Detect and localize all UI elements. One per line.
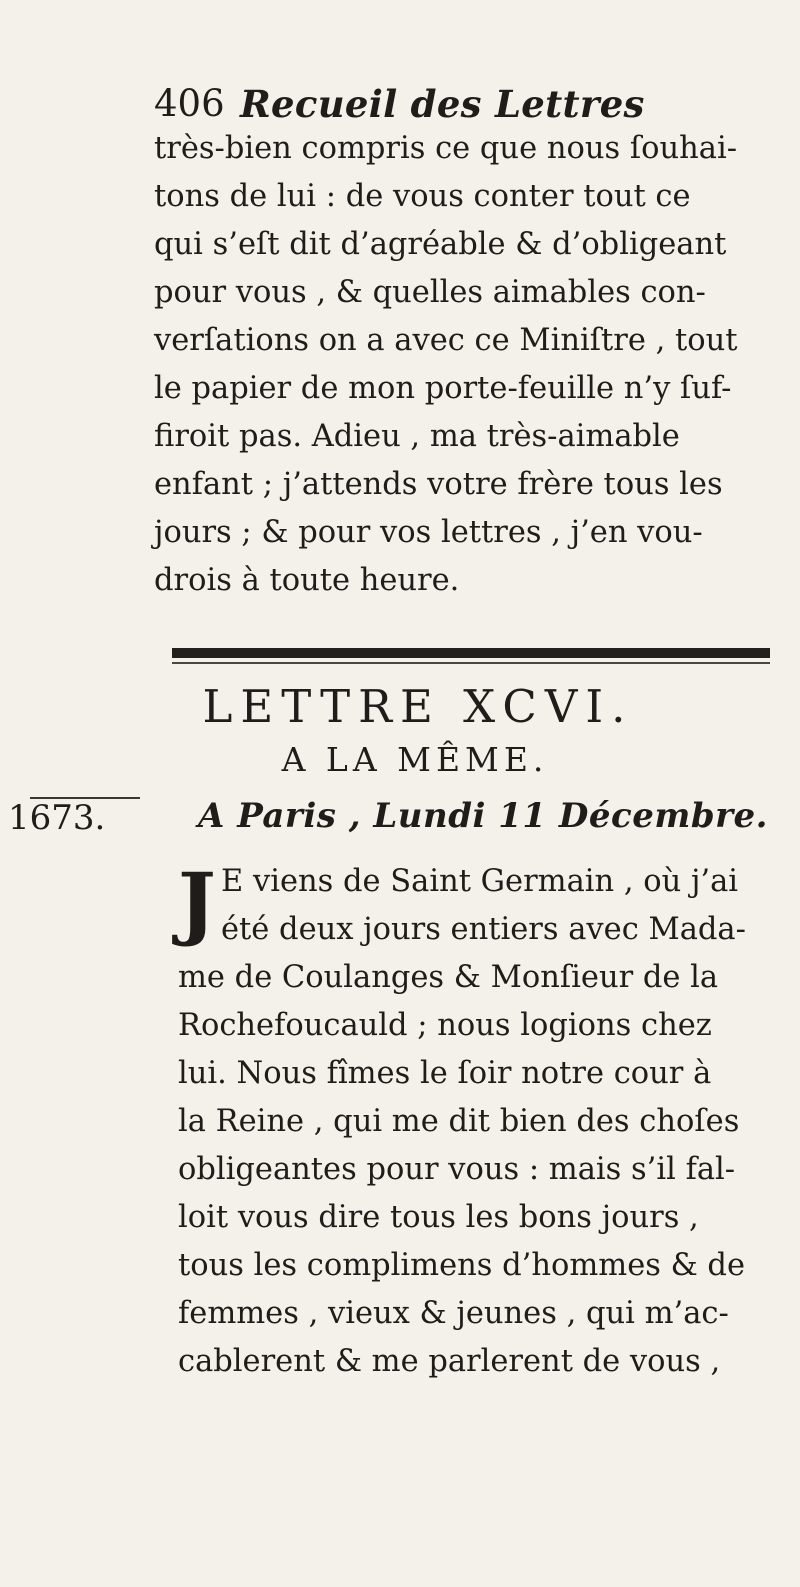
text-line: E viens de Saint Germain , où j’ai	[221, 864, 739, 899]
drop-cap: J	[178, 855, 216, 949]
text-line: qui s’eſt dit d’agréable & d’obligeant	[154, 227, 727, 262]
letter-title: LETTRE XCVI.	[202, 680, 634, 733]
letter-dateline: A Paris , Lundi 11 Décembre.	[198, 796, 768, 836]
letter-body-text	[178, 855, 746, 1386]
ornamental-rule	[172, 648, 770, 658]
page-number: 406	[154, 82, 225, 125]
text-line: firoit pas. Adieu , ma très-aimable	[154, 419, 680, 454]
text-line: été deux jours entiers avec Mada-	[221, 912, 746, 947]
text-line: pour vous , & quelles aimables con-	[154, 275, 706, 310]
text-line: femmes , vieux & jeunes , qui m’ac-	[178, 1296, 729, 1331]
text-line: me de Coulanges & Monſieur de la	[178, 960, 719, 995]
text-line: obligeantes pour vous : mais s’il fal-	[178, 1152, 736, 1187]
text-line: la Reine , qui me dit bien des choſes	[178, 1104, 740, 1139]
text-line: lui. Nous fîmes le ſoir notre cour à	[178, 1056, 712, 1091]
text-line: verſations on a avec ce Miniſtre , tout	[154, 323, 738, 358]
text-line: jours ; & pour vos lettres , j’en vou-	[154, 515, 703, 550]
divider-line	[172, 662, 770, 664]
text-line: tons de lui : de vous conter tout ce	[154, 179, 691, 214]
letter-addressee: A LA MÊME.	[281, 740, 549, 779]
text-line: très-bien compris ce que nous ſouhai-	[154, 131, 737, 166]
text-line: le papier de mon porte-feuille n’y ſuf-	[154, 371, 732, 406]
running-title: Recueil des Lettres	[240, 82, 645, 126]
margin-year: 1673.	[8, 798, 106, 838]
text-line: Rochefoucauld ; nous logions chez	[178, 1008, 712, 1043]
text-line: cablerent & me parlerent de vous ,	[178, 1344, 721, 1379]
text-line: enfant ; j’attends votre frère tous les	[154, 467, 723, 502]
text-line: tous les complimens d’hommes & de	[178, 1248, 746, 1283]
text-line: drois à toute heure.	[154, 563, 460, 598]
text-line: loit vous dire tous les bons jours ,	[178, 1200, 699, 1235]
previous-letter-text	[154, 125, 738, 605]
